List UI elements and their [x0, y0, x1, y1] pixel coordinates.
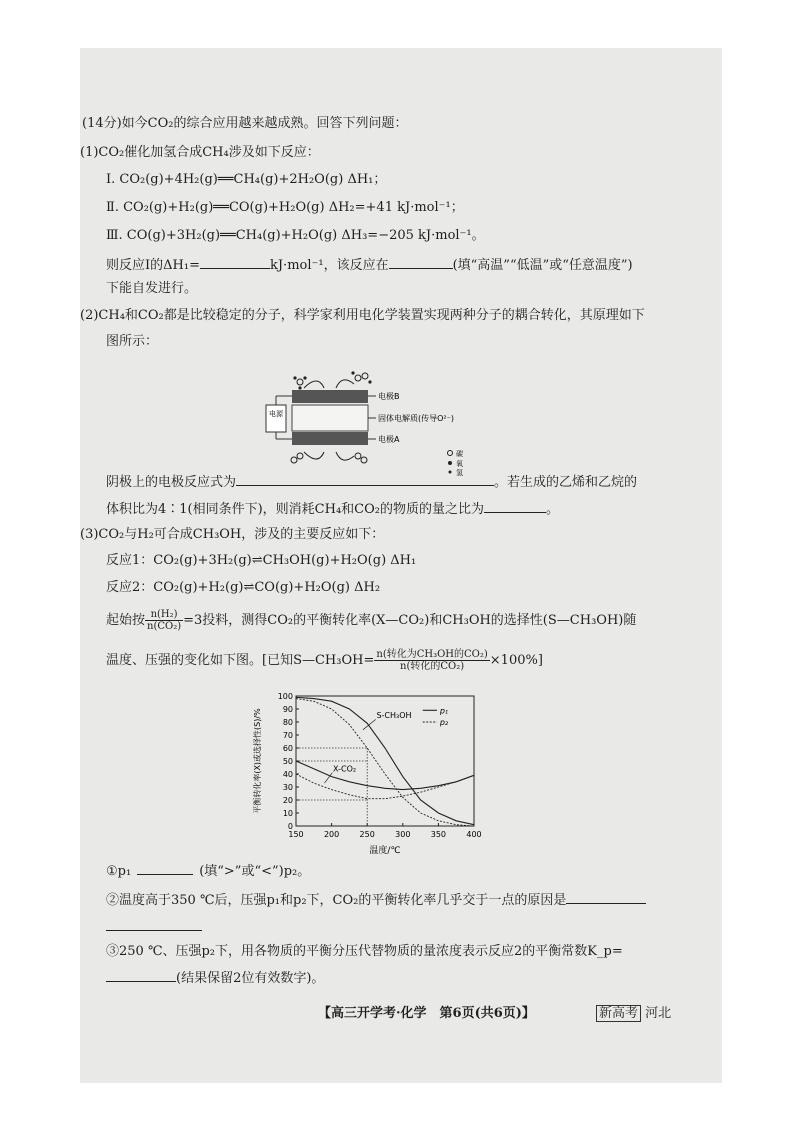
annotation-x-co2: X-CO₂ — [333, 764, 357, 774]
question-3-2-line2 — [106, 918, 202, 936]
arrow-icon — [336, 452, 354, 460]
electrochemical-cell-diagram — [262, 368, 492, 476]
power-source-label: 电源 — [269, 410, 283, 418]
answer-blank-temperature[interactable] — [389, 256, 453, 269]
ratio-numerator: n(H₂) — [145, 609, 183, 621]
part2-intro-line2: 图所示： — [106, 334, 159, 349]
answer-blank-dh1[interactable] — [200, 256, 270, 269]
p3-text-d: ×100%] — [489, 653, 543, 668]
y-tick-label: 70 — [282, 731, 293, 740]
question-3-2 — [106, 891, 646, 909]
selectivity-numerator: n(转化为CH₃OH的CO₂) — [376, 649, 488, 660]
feed-ratio-fraction — [145, 609, 183, 632]
part1-intro: (1)CO₂催化加氢合成CH₄涉及如下反应： — [80, 145, 320, 160]
y-tick-label: 50 — [282, 757, 293, 766]
answer-blank-kp[interactable] — [106, 969, 176, 982]
q2-text-a: 阴极上的电极反应式为 — [106, 475, 237, 490]
arrow-icon — [304, 452, 324, 459]
arrow-icon — [304, 381, 324, 388]
x-axis-title: 温度/℃ — [369, 846, 401, 856]
question-3-3-line2 — [106, 969, 324, 987]
annotation-s-ch3oh: S-CH₃OH — [376, 711, 412, 721]
question-1-line2: 下能自发进行。 — [106, 281, 198, 296]
molecule-icon — [291, 453, 303, 463]
legend-carbon: 碳 — [456, 450, 463, 458]
y-tick-label: 40 — [282, 770, 293, 779]
x-tick-label: 300 — [395, 830, 411, 839]
y-tick-label: 60 — [282, 744, 293, 753]
question-intro: (14分)如今CO₂的综合应用越来越成熟。回答下列问题： — [82, 116, 408, 131]
footer-region: 河北 — [645, 1006, 672, 1021]
ratio-denominator: n(CO₂) — [147, 621, 182, 632]
legend-hydrogen: 氢 — [456, 469, 463, 476]
molecule-icon — [355, 453, 367, 463]
question-2-line1 — [106, 473, 637, 491]
footer-page-info: 【高三开学考·化学 第6页(共6页)】 — [318, 1006, 535, 1021]
q2-text-b: 。若生成的乙烯和乙烷的 — [494, 475, 638, 490]
legend-p1: p₁ — [439, 706, 449, 716]
solid-electrolyte — [292, 405, 368, 431]
reaction-2: Ⅱ. CO₂(g)+H₂(g)══CO(g)+H₂O(g) ΔH₂=+41 kJ·mol⁻¹； — [106, 200, 464, 215]
question-2-line2 — [106, 500, 559, 518]
answer-blank-ratio[interactable] — [484, 500, 546, 513]
question-1-line — [106, 256, 633, 274]
part3-condition-line1 — [106, 609, 636, 632]
reaction-1: Ⅰ. CO₂(g)+4H₂(g)══CH₄(g)+2H₂O(g) ΔH₁； — [106, 172, 387, 187]
part2-intro: (2)CH₄和CO₂都是比较稳定的分子，科学家利用电化学装置实现两种分子的耦合转化，其原理如下 — [80, 308, 645, 323]
answer-blank-reason-a[interactable] — [566, 891, 646, 904]
electrode-b — [292, 390, 368, 403]
y-tick-label: 0 — [287, 822, 293, 831]
equilibrium-chart — [248, 686, 498, 862]
y-axis-title: 平衡转化率(X)或选择性(S)/% — [253, 708, 262, 814]
y-tick-label: 100 — [277, 692, 293, 701]
arrow-icon — [336, 380, 354, 388]
x-tick-label: 200 — [323, 830, 340, 839]
q3-1-text-a: ①p₁ — [106, 864, 132, 879]
electrode-a — [292, 432, 368, 445]
y-tick-label: 90 — [282, 705, 293, 714]
legend-oxygen: 氧 — [456, 460, 463, 468]
q3-2-text: ②温度高于350 ℃后，压强p₁和p₂下，CO₂的平衡转化率几乎交于一点的原因是 — [106, 893, 567, 908]
x-tick-label: 250 — [359, 830, 375, 839]
x-tick-label: 400 — [466, 830, 482, 839]
part3-condition-line2 — [106, 649, 543, 672]
part3-reaction-1: 反应1：CO₂(g)+3H₂(g)⇌CH₃OH(g)+H₂O(g) ΔH₁ — [106, 553, 417, 568]
q2-text-c: 体积比为4∶1(相同条件下)，则消耗CH₄和CO₂的物质的量之比为 — [106, 502, 484, 517]
part3-intro: (3)CO₂与H₂可合成CH₃OH，涉及的主要反应如下： — [80, 527, 385, 542]
selectivity-fraction — [374, 649, 489, 672]
reaction-3: Ⅲ. CO(g)+3H₂(g)══CH₄(g)+H₂O(g) ΔH₃=−205 kJ·mol⁻¹。 — [106, 228, 485, 243]
series-line — [296, 774, 474, 799]
q2-text-d: 。 — [546, 502, 560, 517]
q1-text-a: 则反应Ⅰ的ΔH₁= — [106, 258, 200, 273]
question-3-3: ③250 ℃、压强p₂下，用各物质的平衡分压代替物质的量浓度表示反应2的平衡常数K_p= — [106, 944, 623, 959]
footer-badge: 新高考 — [596, 1005, 641, 1022]
series-line — [296, 761, 474, 790]
p3-text-a: 起始按 — [106, 613, 146, 628]
question-3-1 — [106, 862, 310, 880]
q3-3-text-b: (结果保留2位有效数字)。 — [176, 971, 325, 986]
electrode-b-label: 电极B — [378, 392, 400, 401]
q3-1-text-b: (填“>”或“<”)p₂。 — [199, 864, 311, 879]
electrode-a-label: 电极A — [378, 435, 400, 444]
molecule-icon — [351, 371, 371, 383]
y-tick-label: 80 — [282, 718, 293, 727]
p3-text-c: 温度、压强的变化如下图。[已知S—CH₃OH= — [106, 653, 375, 668]
y-tick-label: 10 — [282, 809, 293, 818]
legend-p2: p₂ — [439, 718, 449, 727]
oxygen-legend-icon — [448, 461, 452, 465]
answer-blank-pressure[interactable] — [137, 862, 193, 875]
y-tick-label: 30 — [282, 783, 293, 792]
x-tick-label: 350 — [430, 830, 447, 839]
part3-reaction-2: 反应2：CO₂(g)+H₂(g)⇌CO(g)+H₂O(g) ΔH₂ — [106, 580, 381, 595]
selectivity-denominator: n(转化的CO₂) — [400, 661, 465, 672]
answer-blank-cathode-equation[interactable] — [236, 473, 494, 486]
footer-badge-group — [596, 1006, 671, 1022]
x-tick-label: 150 — [288, 830, 304, 839]
carbon-legend-icon — [448, 451, 453, 456]
y-tick-label: 20 — [282, 796, 293, 805]
answer-blank-reason-b[interactable] — [106, 918, 202, 931]
q1-text-c: (填“高温”“低温”或“任意温度”) — [452, 258, 633, 273]
q1-text-b: kJ·mol⁻¹，该反应在 — [269, 258, 389, 273]
electrolyte-label: 固体电解质(传导O²⁻) — [378, 414, 454, 423]
p3-text-b: =3投料，测得CO₂的平衡转化率(X—CO₂)和CH₃OH的选择性(S—CH₃OH)随 — [183, 613, 637, 628]
